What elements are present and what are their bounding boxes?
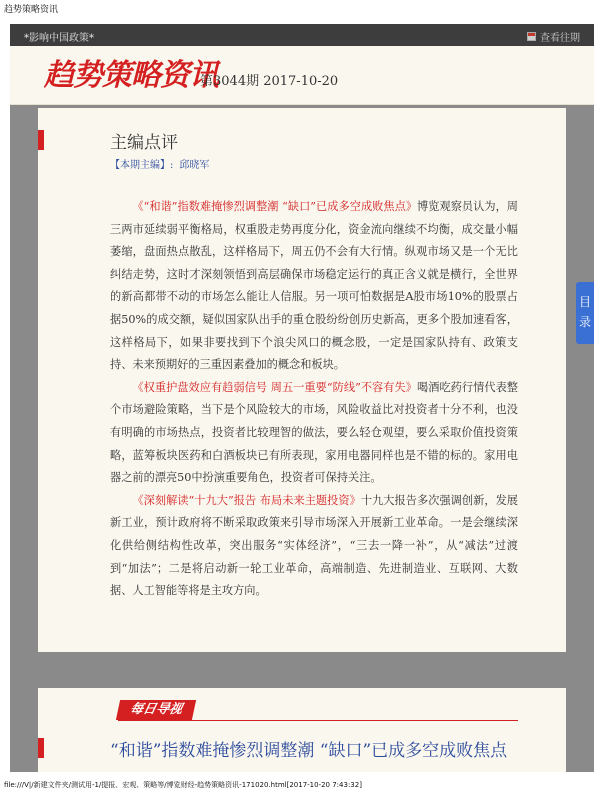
article-link[interactable]: 《“和谐”指数难掩惨烈调整潮 “缺口”已成多空成败焦点》	[132, 200, 418, 213]
issue-info: 第3044期 2017-10-20	[200, 74, 339, 89]
history-link[interactable]	[527, 29, 580, 44]
top-bar	[10, 24, 594, 46]
daily-guide-card	[38, 688, 566, 772]
paragraph	[110, 490, 518, 603]
paragraph	[110, 377, 518, 490]
top-bar-title: *影响中国政策*	[24, 33, 94, 44]
article-link[interactable]: 《权重护盘效应有趋弱信号 周五一重要“防线”不容有失》	[132, 380, 417, 394]
paragraph-text: 十九大报告多次强调创新，发展新工业，预计政府将不断采取政策来引导市场深入开展新工业革命。一是会继续深化供给侧结构性改革，突出服务“实体经济”，“三去一降一补”，从“减法”过渡到“加法”；二是将启动新一轮工业革命，高端制造、先进制造业、互联网、大数据、人工智能等将是主攻方向。	[110, 493, 518, 598]
editor-name: 邱晓军	[179, 160, 210, 171]
article-link[interactable]: 《深刻解读“十九大”报告 布局未来主题投资》	[132, 493, 361, 507]
editor-line	[110, 156, 209, 171]
browser-page-title: 趋势策略资讯	[4, 5, 59, 15]
daily-guide-label: 每日导视	[116, 700, 196, 720]
paragraph-text: 喝酒吃药行情代表整个市场避险策略，当下是个风险较大的市场，风险收益比对投资者十分不利，也没有明确的市场热点，投资者比较理智的做法，要么轻仓观望，要么采取价值投资策略，蓝筹板块医药和白酒板块已有所表现，家用电器同样也是不错的标的。家用电器之前的漂亮50中扮演重要角色，投资者可保持关注。	[110, 380, 518, 485]
page-footer: file:///V|/新建文件夹/测试用-1/提报、宏观、策略等/博览财经-趋势策略资讯-171020.html[2017-10-20 7:43:32]	[4, 781, 362, 789]
logo: 趋势策略资讯	[44, 58, 218, 93]
daily-headline[interactable]: “和谐”指数难掩惨烈调整潮 “缺口”已成多空成败焦点	[110, 741, 508, 761]
toc-tab[interactable]: 目录	[576, 282, 594, 344]
section-marker	[38, 738, 44, 758]
section-marker	[38, 130, 44, 150]
section-title: 主编点评	[110, 133, 178, 153]
paragraph-text: 博览观察员认为，周三两市延续弱平衡格局，权重股走势再度分化，资金流向继续不均衡，成交量小幅萎缩，盘面热点散乱，这样格局下，周五仍不会有大行情。纵观市场又是一个无比纠结走势，这时才深刻领悟到高层确保市场稳定运行的真正含义就是横行，全世界的新高都带不动的市场怎么能让人信服。另一项可怕数据是A股市场10%的股票占据50%的成交额，疑似国家队出手的重仓股纷纷创历史新高，更多个股加速看客，这样格局下，如果非要找到下个浪尖风口的概念股，一定是国家队持有、政策支持、未来预期好的三重因素叠加的概念和板块。	[110, 200, 518, 372]
history-label: 查看往期	[540, 33, 580, 44]
divider	[118, 720, 518, 721]
editorial-body	[110, 196, 518, 603]
newsletter-frame	[10, 24, 594, 772]
editorial-card	[38, 108, 566, 652]
calendar-icon	[527, 32, 536, 41]
brand-bar	[10, 46, 594, 105]
paragraph	[110, 196, 518, 377]
editor-label: 【本期主编】:	[110, 160, 174, 171]
